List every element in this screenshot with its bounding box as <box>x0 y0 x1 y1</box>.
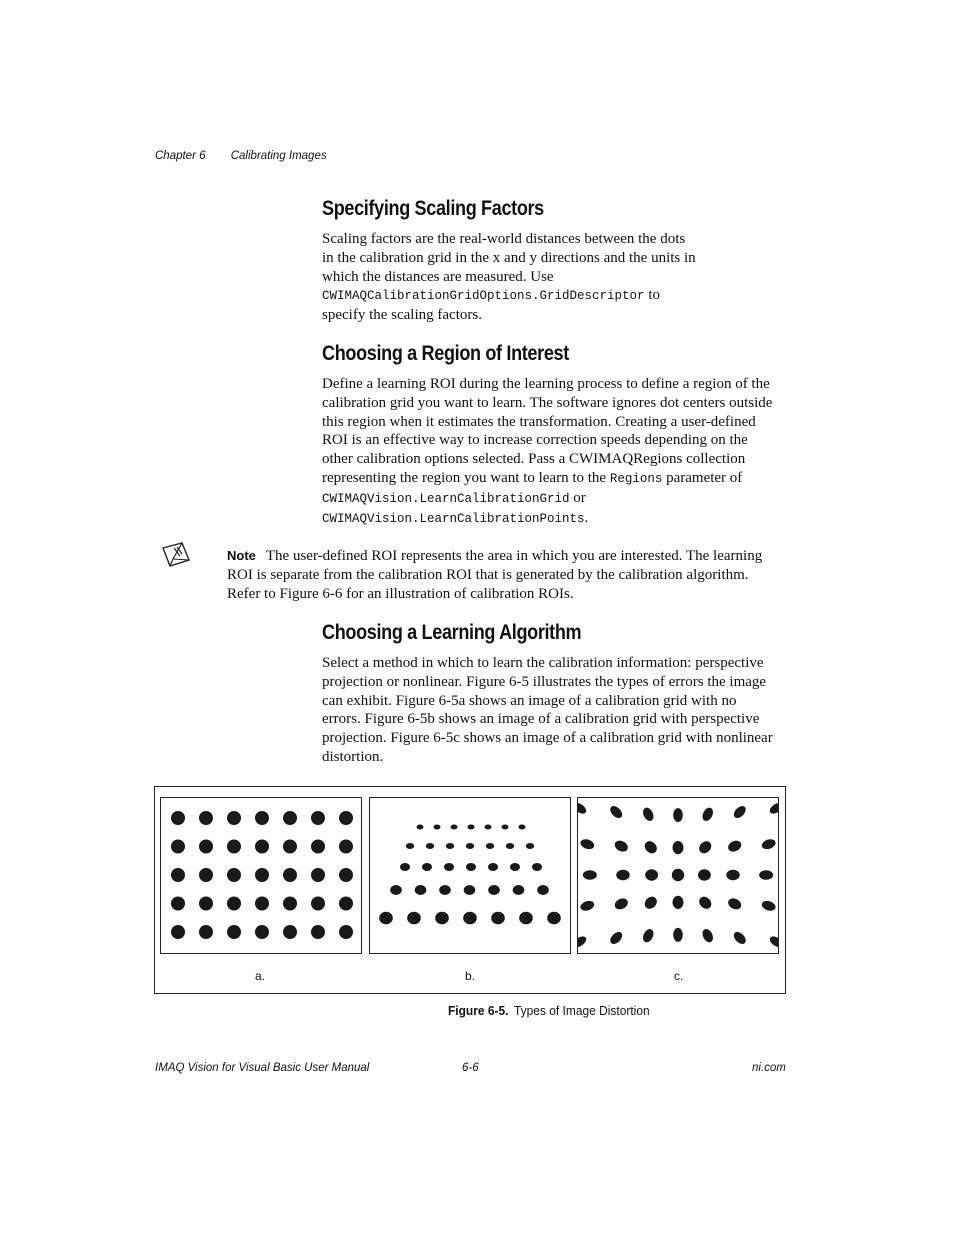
panel-label-b: b. <box>465 969 476 983</box>
calibration-dot <box>255 925 269 939</box>
text-fragment: The user-defined ROI represents the area in which you are interested. The learning <box>265 548 763 564</box>
code-learn-calibration-grid: CWIMAQVision.LearnCalibrationGrid <box>322 491 570 506</box>
text-fragment: representing the region you want to learn to the <box>322 469 610 486</box>
text-line <box>227 547 792 566</box>
calibration-dot <box>171 840 185 854</box>
calibration-dot <box>255 868 269 882</box>
panel-label-a: a. <box>255 969 266 983</box>
heading-region-of-interest: Choosing a Region of Interest <box>322 342 569 365</box>
calibration-dot <box>451 825 458 830</box>
calibration-dot <box>697 894 714 911</box>
figure-image-distortion <box>154 786 786 994</box>
calibration-dot <box>642 839 659 856</box>
text-line: projection or nonlinear. Figure 6-5 illustrates the types of errors the image <box>322 673 767 690</box>
calibration-dot <box>698 869 711 880</box>
grid-no-distortion-graphic <box>161 798 361 953</box>
code-learn-calibration-points: CWIMAQVision.LearnCalibrationPoints <box>322 511 585 526</box>
calibration-dot <box>199 840 213 854</box>
heading-scaling-factors: Specifying Scaling Factors <box>322 197 544 220</box>
calibration-dot <box>532 863 542 871</box>
footer-manual-title: IMAQ Vision for Visual Basic User Manual <box>155 1062 370 1074</box>
calibration-dot <box>768 934 778 949</box>
calibration-dot <box>616 870 629 881</box>
calibration-dot <box>339 840 353 854</box>
text-fragment: to <box>644 287 660 304</box>
calibration-dot <box>406 843 414 849</box>
text-line: errors. Figure 6-5b shows an image of a calibration grid with perspective <box>322 711 760 728</box>
calibration-dot <box>283 897 297 911</box>
calibration-dot <box>642 894 659 911</box>
calibration-dot <box>510 863 520 871</box>
code-grid-descriptor: CWIMAQCalibrationGridOptions.GridDescriptor <box>322 289 645 304</box>
calibration-dot <box>502 825 509 830</box>
calibration-dot <box>547 912 561 925</box>
calibration-dot <box>422 863 432 871</box>
calibration-dot <box>463 912 477 925</box>
figure-title: Types of Image Distortion <box>514 1003 650 1018</box>
figure-caption <box>448 1003 650 1018</box>
calibration-dot <box>227 897 241 911</box>
footer-website: ni.com <box>752 1062 786 1074</box>
calibration-dot <box>732 930 748 947</box>
calibration-dot <box>171 811 185 825</box>
calibration-dot <box>578 934 588 949</box>
text-line <box>322 286 792 306</box>
calibration-dot <box>506 843 514 849</box>
calibration-dot <box>641 806 656 823</box>
calibration-dot <box>466 863 476 871</box>
calibration-dot <box>434 825 441 830</box>
calibration-dot <box>464 885 476 895</box>
text-line: Select a method in which to learn the calibration information: perspective <box>322 655 764 671</box>
text-line: Scaling factors are the real-world distances between the dots <box>322 231 686 247</box>
calibration-dot <box>608 930 624 947</box>
text-line: ROI is separate from the calibration ROI that is generated by the calibration algorithm. <box>227 566 749 583</box>
calibration-dot <box>672 869 684 881</box>
calibration-dot <box>700 927 715 944</box>
calibration-dot <box>768 801 778 816</box>
calibration-dot <box>390 885 402 895</box>
calibration-dot <box>613 896 630 911</box>
text-line <box>322 509 792 529</box>
text-fragment: or <box>569 489 586 506</box>
grid-perspective-graphic <box>370 798 570 953</box>
calibration-dot <box>255 897 269 911</box>
calibration-dot <box>339 897 353 911</box>
calibration-dot <box>468 825 475 830</box>
calibration-dot <box>227 811 241 825</box>
calibration-dot <box>673 841 684 854</box>
calibration-dot <box>519 825 526 830</box>
calibration-dot <box>673 808 683 822</box>
calibration-dot <box>199 811 213 825</box>
calibration-dot <box>311 811 325 825</box>
text-fragment: parameter of <box>662 469 743 486</box>
text-line <box>322 489 792 509</box>
calibration-dot <box>227 868 241 882</box>
calibration-dot <box>426 843 434 849</box>
calibration-dot <box>726 896 743 911</box>
calibration-dot <box>199 897 213 911</box>
text-line <box>322 469 792 489</box>
calibration-dot <box>415 885 427 895</box>
calibration-dot <box>526 843 534 849</box>
note-block <box>227 547 792 603</box>
calibration-dot <box>760 899 776 912</box>
heading-learning-algorithm: Choosing a Learning Algorithm <box>322 621 582 644</box>
text-fragment: . <box>584 509 589 526</box>
text-line: can exhibit. Figure 6-5a shows an image of a calibration grid with no <box>322 692 737 709</box>
text-line: other calibration options selected. Pass a CWIMAQRegions collection <box>322 451 746 468</box>
calibration-dot <box>488 885 500 895</box>
calibration-dot <box>578 801 588 816</box>
calibration-dot <box>417 825 424 830</box>
calibration-dot <box>227 840 241 854</box>
calibration-dot <box>513 885 525 895</box>
calibration-dot <box>255 811 269 825</box>
calibration-dot <box>579 899 595 912</box>
text-line: specify the scaling factors. <box>322 307 482 324</box>
note-pencil-icon <box>160 540 192 570</box>
calibration-dot <box>199 868 213 882</box>
calibration-dot <box>255 840 269 854</box>
calibration-dot <box>583 870 597 880</box>
text-line: distortion. <box>322 748 384 765</box>
calibration-dot <box>488 863 498 871</box>
text-line: Define a learning ROI during the learning process to define a region of the <box>322 376 770 392</box>
calibration-dot <box>700 806 715 823</box>
calibration-dot <box>486 843 494 849</box>
calibration-dot <box>339 925 353 939</box>
panel-nonlinear <box>577 797 779 954</box>
calibration-dot <box>311 925 325 939</box>
calibration-dot <box>444 863 454 871</box>
calibration-dot <box>726 839 743 854</box>
calibration-dot <box>283 840 297 854</box>
calibration-dot <box>446 843 454 849</box>
calibration-dot <box>608 804 624 821</box>
panel-perspective <box>369 797 571 954</box>
running-header <box>155 150 327 162</box>
panel-label-c: c. <box>674 969 684 983</box>
calibration-dot <box>283 811 297 825</box>
calibration-dot <box>283 868 297 882</box>
calibration-dot <box>311 868 325 882</box>
calibration-dot <box>435 912 449 925</box>
calibration-dot <box>760 838 776 851</box>
calibration-dot <box>199 925 213 939</box>
calibration-dot <box>171 897 185 911</box>
note-label: Note <box>227 548 256 563</box>
calibration-dot <box>673 896 684 909</box>
calibration-dot <box>171 925 185 939</box>
calibration-dot <box>485 825 492 830</box>
calibration-dot <box>579 838 595 851</box>
calibration-dot <box>645 869 658 880</box>
paragraph-region-of-interest <box>322 375 792 528</box>
calibration-dot <box>641 927 656 944</box>
text-line: projection. Figure 6-5c shows an image of a calibration grid with nonlinear <box>322 730 773 747</box>
calibration-dot <box>519 912 533 925</box>
calibration-dot <box>439 885 451 895</box>
panel-no-distortion <box>160 797 362 954</box>
calibration-dot <box>171 868 185 882</box>
calibration-dot <box>732 804 748 821</box>
figure-number: Figure 6-5. <box>448 1003 509 1018</box>
paragraph-scaling-factors <box>322 230 792 325</box>
calibration-dot <box>673 928 683 942</box>
text-line: ROI is an effective way to increase correction speeds depending on the <box>322 432 748 449</box>
calibration-dot <box>537 885 549 895</box>
calibration-dot <box>311 840 325 854</box>
calibration-dot <box>400 863 410 871</box>
footer-page-number: 6-6 <box>462 1062 479 1074</box>
chapter-title: Calibrating Images <box>230 150 327 162</box>
calibration-dot <box>466 843 474 849</box>
text-line: Refer to Figure 6-6 for an illustration of calibration ROIs. <box>227 585 574 602</box>
code-regions: Regions <box>609 471 663 486</box>
text-line: which the distances are measured. Use <box>322 268 554 285</box>
calibration-dot <box>491 912 505 925</box>
chapter-number: Chapter 6 <box>155 150 206 162</box>
calibration-dot <box>613 839 630 854</box>
calibration-dot <box>697 839 714 856</box>
calibration-dot <box>283 925 297 939</box>
calibration-dot <box>759 870 773 880</box>
calibration-dot <box>339 868 353 882</box>
calibration-dot <box>379 912 393 925</box>
calibration-dot <box>311 897 325 911</box>
grid-nonlinear-graphic <box>578 798 778 953</box>
text-line: in the calibration grid in the x and y directions and the units in <box>322 249 696 266</box>
calibration-dot <box>227 925 241 939</box>
text-line: calibration grid you want to learn. The software ignores dot centers outside <box>322 394 773 411</box>
calibration-dot <box>407 912 421 925</box>
calibration-dot <box>726 870 739 881</box>
text-line: this region when it estimates the transformation. Creating a user-defined <box>322 413 756 430</box>
paragraph-learning-algorithm <box>322 654 792 767</box>
calibration-dot <box>339 811 353 825</box>
